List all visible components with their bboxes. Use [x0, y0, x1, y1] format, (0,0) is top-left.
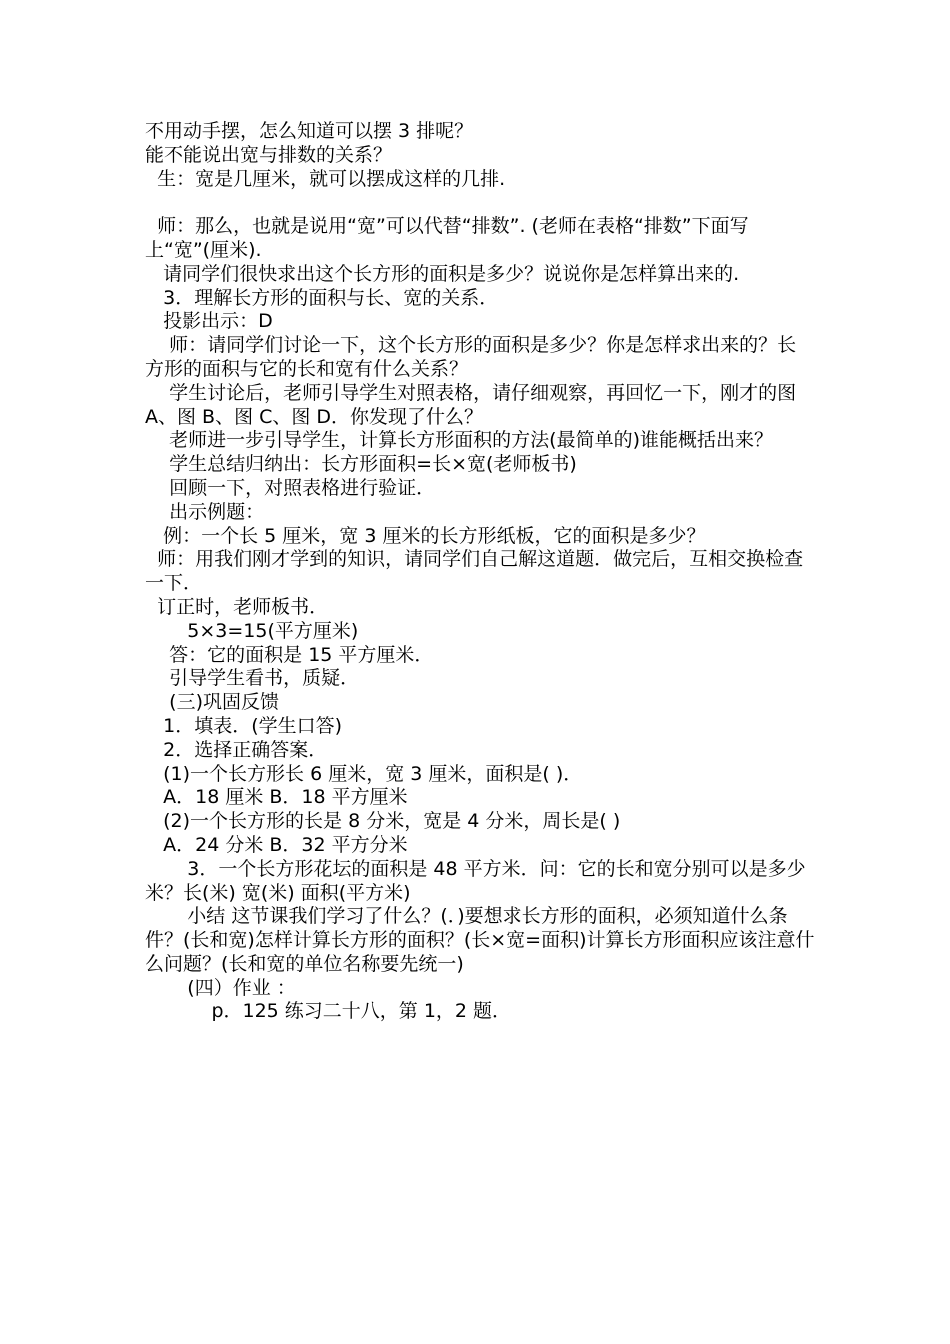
text-line: 3．一个长方形花坛的面积是 48 平方米．问：它的长和宽分别可以是多少米？长(米) 宽(米) 面积(平方米) [145, 857, 806, 904]
text-line: (四）作业 ： [145, 976, 296, 999]
text-line: (1)一个长方形长 6 厘米，宽 3 厘米，面积是( )． [145, 762, 583, 785]
text-line: (2)一个长方形的长是 8 分米，宽是 4 分米，周长是( ) [145, 810, 621, 833]
text-line: 引导学生看书，质疑． [145, 667, 360, 690]
text-line: 回顾一下，对照表格进行验证． [145, 476, 436, 499]
text-line: 不用动手摆，怎么知道可以摆 3 排呢？ [145, 120, 474, 142]
text-line: 答：它的面积是 15 平方厘米． [145, 643, 434, 666]
text-line: 订正时，老师板书． [145, 595, 329, 618]
text-line: 小结 这节课我们学习了什么？(．)要想求长方形的面积，必须知道什么条件？(长和宽)怎样计算长方形的面积？(长×宽=面积)计算长方形面积应该注意什么问题？(长和宽的单位名称要先统一) [145, 905, 815, 975]
text-line: 出示例题： [145, 500, 265, 523]
text-line: 能不能说出宽与排数的关系？ [145, 143, 393, 166]
text-line: 5×3=15(平方厘米) [145, 619, 359, 642]
text-line: 师：那么，也就是说用“宽”可以代替“排数”. (老师在表格“排数”下面写上“宽”(厘米). [145, 215, 749, 261]
text-line: 师：用我们刚才学到的知识，请同学们自己解这道题．做完后，互相交换检查一下． [145, 548, 804, 595]
text-line: 学生讨论后，老师引导学生对照表格，请仔细观察，再回忆一下，刚才的图 A、图 B、图 C、图 D．你发现了什么？ [145, 381, 803, 428]
text-line: A．18 厘米 B．18 平方厘米 [145, 786, 408, 809]
blank-line [145, 191, 815, 215]
text-line: A．24 分米 B．32 平方分米 [145, 833, 408, 856]
text-line: 1．填表．(学生口答) [145, 714, 343, 737]
text-line: 师：请同学们讨论一下，这个长方形的面积是多少？你是怎样求出来的？长方形的面积与它的长和宽有什么关系？ [145, 334, 797, 380]
text-line: 2．选择正确答案． [145, 738, 328, 761]
text-line: 3．理解长方形的面积与长、宽的关系． [145, 286, 499, 309]
text-line: 例：一个长 5 厘米，宽 3 厘米的长方形纸板，它的面积是多少？ [145, 524, 706, 547]
text-line: 投影出示：D [145, 310, 273, 333]
text-line: 学生总结归纳出：长方形面积=长×宽(老师板书) [145, 453, 577, 476]
text-line: 请同学们很快求出这个长方形的面积是多少？说说你是怎样算出来的. [145, 262, 740, 285]
document-body [145, 120, 815, 1024]
text-line: 生：宽是几厘米，就可以摆成这样的几排. [145, 167, 506, 190]
text-line: p．125 练习二十八，第 1，2 题． [145, 1000, 512, 1023]
text-line: 老师进一步引导学生，计算长方形面积的方法(最简单的)谁能概括出来？ [145, 429, 773, 452]
text-line: (三)巩固反馈 [145, 691, 279, 714]
